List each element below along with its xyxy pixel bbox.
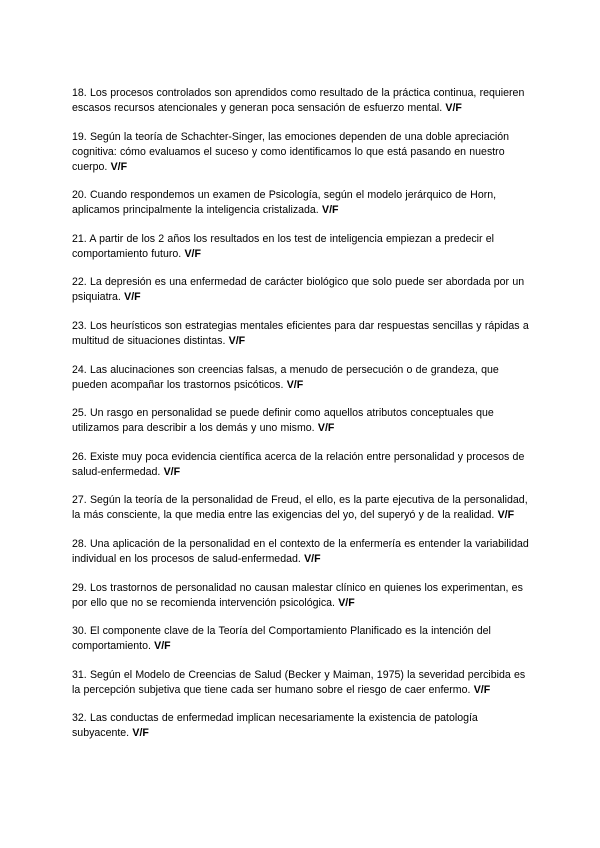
question-text: 29. Los trastornos de personalidad no causan malestar clínico en quienes los experimentan, es por ello que no se recomienda intervención psicológica.: [72, 581, 523, 609]
question-21: [72, 232, 532, 262]
question-text: 25. Un rasgo en personalidad se puede definir como aquellos atributos conceptuales que utilizamos para describir a los demás y uno mismo.: [72, 407, 494, 435]
question-text: 26. Existe muy poca evidencia científica acerca de la relación entre personalidad y procesos de salud-enfermedad.: [72, 450, 525, 478]
true-false-marker: V/F: [338, 596, 355, 609]
question-24: [72, 363, 532, 393]
question-26: [72, 450, 532, 480]
question-19: [72, 130, 532, 175]
true-false-marker: V/F: [124, 291, 141, 304]
question-29: [72, 581, 532, 611]
question-text: 21. A partir de los 2 años los resultados en los test de inteligencia empiezan a predecir el comportamiento futuro.: [72, 232, 495, 260]
question-30: [72, 624, 532, 654]
question-text: 23. Los heurísticos son estrategias mentales eficientes para dar respuestas sencillas y rápidas a multitud de situaciones distintas.: [72, 319, 529, 347]
question-28: [72, 537, 532, 567]
true-false-marker: V/F: [286, 378, 304, 391]
true-false-marker: V/F: [132, 727, 149, 740]
true-false-marker: V/F: [163, 465, 181, 478]
true-false-marker: V/F: [473, 683, 491, 696]
question-23: [72, 319, 532, 349]
question-27: [72, 493, 532, 523]
question-text: 30. El componente clave de la Teoría del Comportamiento Planificado es la intención del comportamiento.: [72, 625, 491, 653]
question-32: [72, 711, 532, 741]
question-text: 31. Según el Modelo de Creencias de Salud (Becker y Maiman, 1975) la severidad percibida es la percepción subjetiva que tiene cada ser humano sobre el riesgo de caer enfermo.: [72, 668, 526, 696]
question-text: 18. Los procesos controlados son aprendidos como resultado de la práctica continua, requieren escasos recursos atencionales y generan poca sensación de esfuerzo mental.: [72, 87, 525, 114]
true-false-marker: V/F: [322, 204, 339, 217]
question-22: [72, 275, 532, 305]
true-false-marker: V/F: [445, 102, 462, 114]
true-false-marker: V/F: [317, 422, 335, 435]
true-false-marker: V/F: [228, 334, 246, 347]
question-text: 24. Las alucinaciones son creencias falsas, a menudo de persecución o de grandeza, que pueden acompañar los trastornos psicóticos.: [72, 363, 499, 391]
question-31: [72, 668, 532, 698]
true-false-marker: V/F: [497, 509, 515, 522]
true-false-marker: V/F: [184, 247, 201, 260]
question-text: 27. Según la teoría de la personalidad de Freud, el ello, es la parte ejecutiva de la personalidad, la más consciente, la que media entre las exigencias del yo, del superyó y de la realidad.: [72, 494, 528, 522]
question-18: [72, 86, 532, 116]
question-20: [72, 188, 532, 218]
question-text: 22. La depresión es una enfermedad de carácter biológico que solo puede ser abordada por un psiquiatra.: [72, 276, 525, 304]
question-text: 20. Cuando respondemos un examen de Psicología, según el modelo jerárquico de Horn, aplicamos principalmente la inteligencia cristalizada.: [72, 189, 497, 217]
question-text: 19. Según la teoría de Schachter-Singer, las emociones dependen de una doble apreciación cognitiva: cómo evaluamos el suceso y como identificamos lo que está pasando en nuestro cuerpo.: [72, 130, 510, 173]
true-false-marker: V/F: [154, 640, 171, 653]
document-page: [72, 86, 532, 755]
question-25: [72, 406, 532, 436]
question-text: 32. Las conductas de enfermedad implican necesariamente la existencia de patología subyacente.: [72, 712, 478, 740]
question-text: 28. Una aplicación de la personalidad en el contexto de la enfermería es entender la variabilidad individual en los procesos de salud-enfermedad.: [72, 537, 529, 565]
true-false-marker: V/F: [110, 160, 128, 173]
true-false-marker: V/F: [304, 552, 321, 565]
